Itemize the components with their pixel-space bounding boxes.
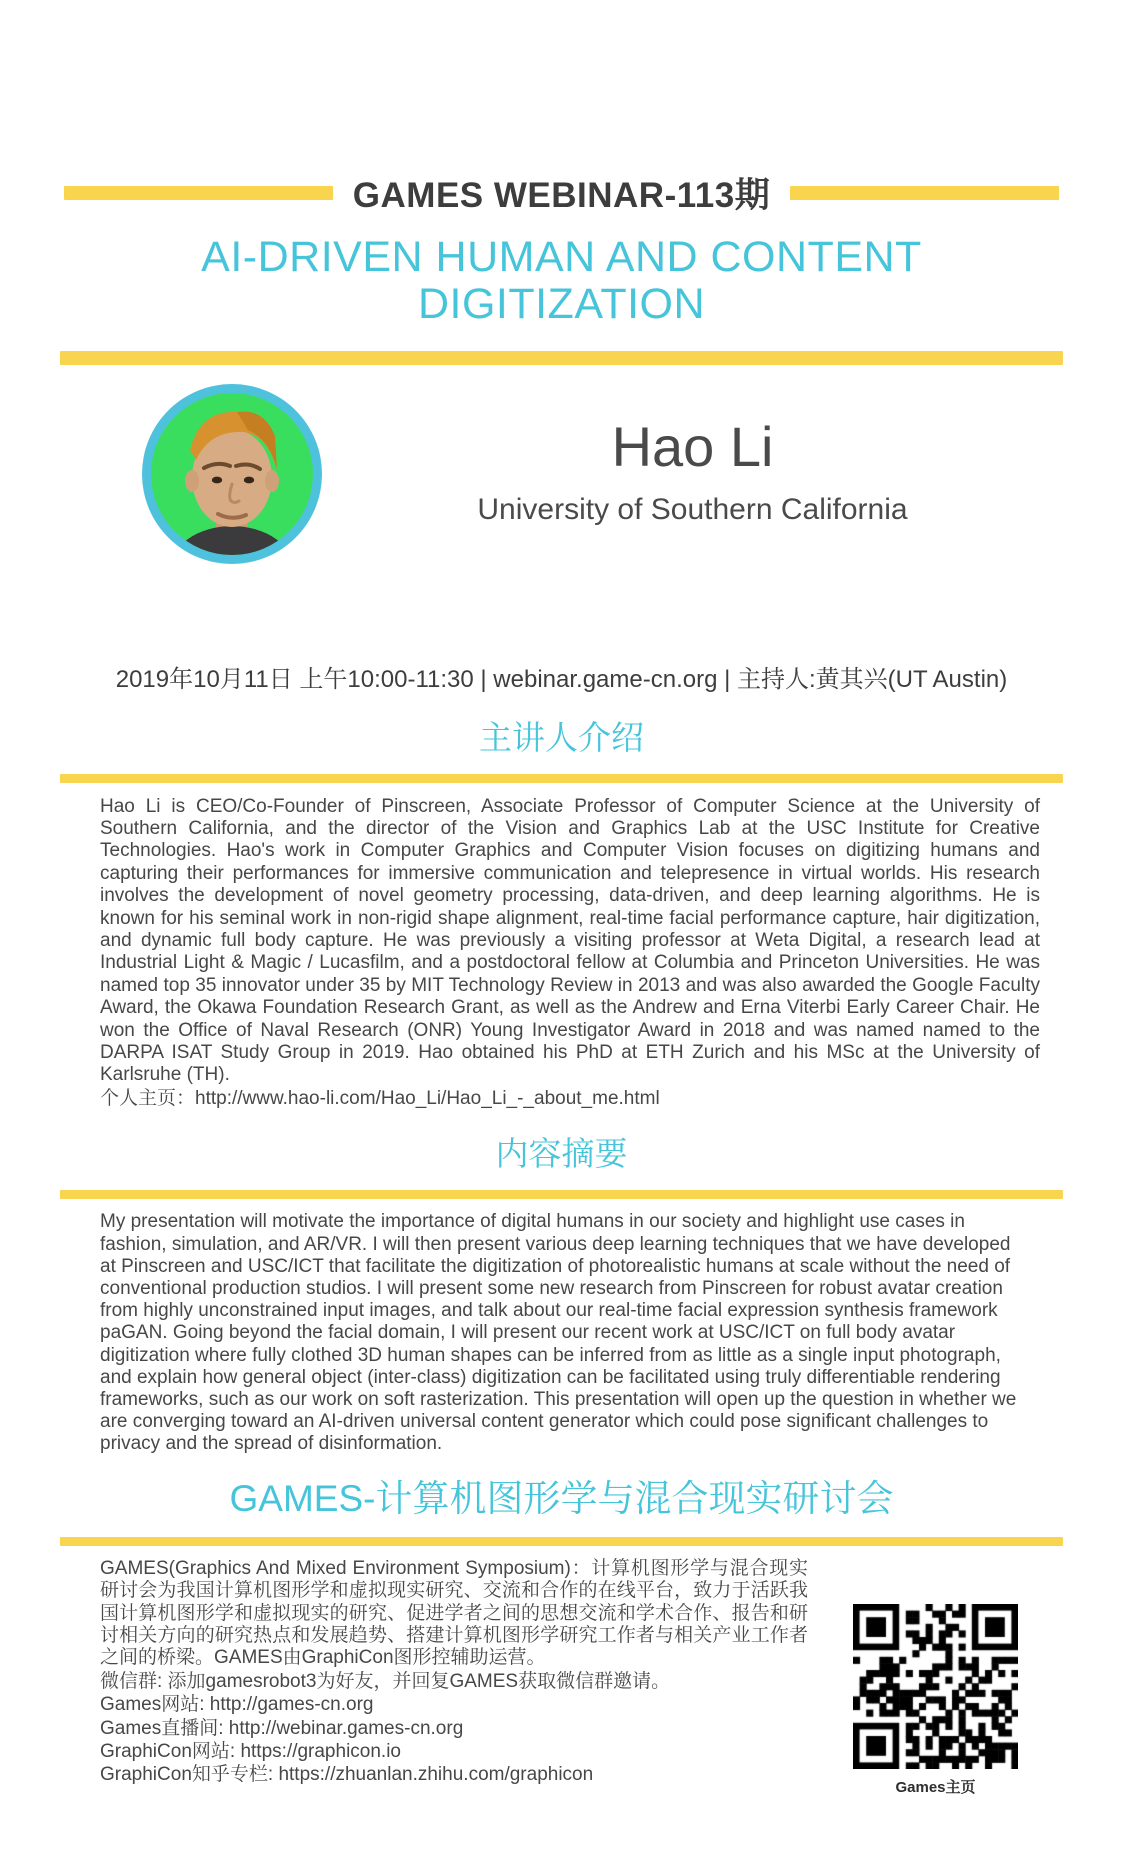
speaker-homepage: 个人主页：http://www.hao-li.com/Hao_Li/Hao_Li_-_about_me.html (100, 1087, 660, 1109)
section-divider-intro (60, 774, 1063, 783)
speaker-name: Hao Li (611, 415, 774, 479)
heading-games: GAMES-计算机图形学与混合现实研讨会 (229, 1477, 894, 1519)
link-games-website: Games网站: http://games-cn.org (100, 1694, 374, 1716)
speaker-text (322, 414, 1063, 533)
link-graphicon-website: GraphiCon网站: https://graphicon.io (100, 1740, 401, 1762)
heading-abstract: 内容摘要 (495, 1135, 628, 1173)
event-info: 2019年10月11日 上午10:00-11:30 | webinar.game-cn.org | 主持人:黄其兴(UT Austin) (115, 665, 1008, 693)
link-graphicon-zhihu: GraphiCon知乎专栏: https://zhuanlan.zhihu.com/graphicon (100, 1764, 594, 1786)
accent-bar-left (64, 186, 333, 200)
header-badge-title: GAMES WEBINAR-113期 (352, 176, 771, 215)
section-divider-games (60, 1537, 1063, 1546)
games-qr-code (853, 1604, 1018, 1769)
speaker-avatar (142, 384, 322, 564)
main-title: AI-DRIVEN HUMAN AND CONTENT DIGITIZATION (201, 233, 922, 329)
accent-bar-right (790, 186, 1059, 200)
header-badge (64, 168, 1059, 218)
abstract-text: My presentation will motivate the importance of digital humans in our society and highlight use cases in fashion, simulation, and AR/VR. I will then present various deep learning techniques that we have developed at Pinscreen and USC/ICT that facilitate the digitization of photorealistic humans at scale without the need of conventional production studios. I will present some new research from Pinscreen for robust avatar creation from highly unconstrained input images, and talk about our real-time facial expression synthesis framework paGAN. Going beyond the facial domain, I will present our recent work at USC/ICT on full body avatar digitization where fully clothed 3D human shapes can be inferred from as little as a single input photograph, and explain how general object (inter-class) digitization can be facilitated using truly differentiable rendering frameworks, such as our work on soft rasterization. This presentation will open up the question in whether we are converging toward an AI-driven universal content generator which could pose significant challenges to privacy and the spread of disinformation. (100, 1211, 1017, 1455)
section-divider-top (60, 351, 1063, 365)
speaker-bio-block (100, 796, 1040, 1111)
link-games-live: Games直播间: http://webinar.games-cn.org (100, 1717, 464, 1739)
qr-column (808, 1604, 1063, 1797)
speaker-affiliation: University of Southern California (477, 493, 908, 527)
wechat-info: 微信群: 添加gamesrobot3为好友，并回复GAMES获取微信群邀请。 (100, 1670, 671, 1692)
qr-label: Games主页 (895, 1778, 976, 1796)
games-section (100, 1558, 1063, 1797)
section-divider-abstract (60, 1190, 1063, 1199)
games-description: GAMES(Graphics And Mixed Environment Symposium)：计算机图形学与混合现实研讨会为我国计算机图形学和虚拟现实研究、交流和合作的在线平台，致力于活跃我国计算机图形学和虚拟现实的研究、促进学者之间的思想交流和学术合作、报告和研讨相关方向的研究热点和发展趋势、搭建计算机图形学研究工作者与相关产业工作者之间的桥梁。GAMES由GraphiCon图形控辅助运营。 (100, 1557, 808, 1669)
heading-speaker-intro: 主讲人介绍 (479, 718, 644, 756)
speaker-row (60, 383, 1063, 565)
games-info-column (100, 1558, 808, 1787)
speaker-bio-text: Hao Li is CEO/Co-Founder of Pinscreen, Associate Professor of Computer Science at the University of Southern California, and the director of the Vision and Graphics Lab at the USC Institute for Creative Technologies. Hao's work in Computer Graphics and Computer Vision focuses on digitizing humans and capturing their performances for immersive communication and telepresence in virtual worlds. His research involves the development of novel geometry processing, data-driven, and deep learning algorithms. He is known for his seminal work in non-rigid shape alignment, real-time facial performance capture, hair digitization, and dynamic full body capture. He was previously a visiting professor at Weta Digital, a research lead at Industrial Light & Magic / Lucasfilm, and a postdoctoral fellow at Columbia and Princeton Universities. He was named top 35 innovator under 35 by MIT Technology Review in 2013 and was also awarded the Google Faculty Award, the Okawa Foundation Research Grant, as well as the Andrew and Erna Viterbi Early Career Chair. He won the Office of Naval Research (ONR) Young Investigator Award in 2018 and was named named to the DARPA ISAT Study Group in 2019. Hao obtained his PhD at ETH Zurich and his MSc at the University of Karlsruhe (TH). (100, 795, 1040, 1086)
